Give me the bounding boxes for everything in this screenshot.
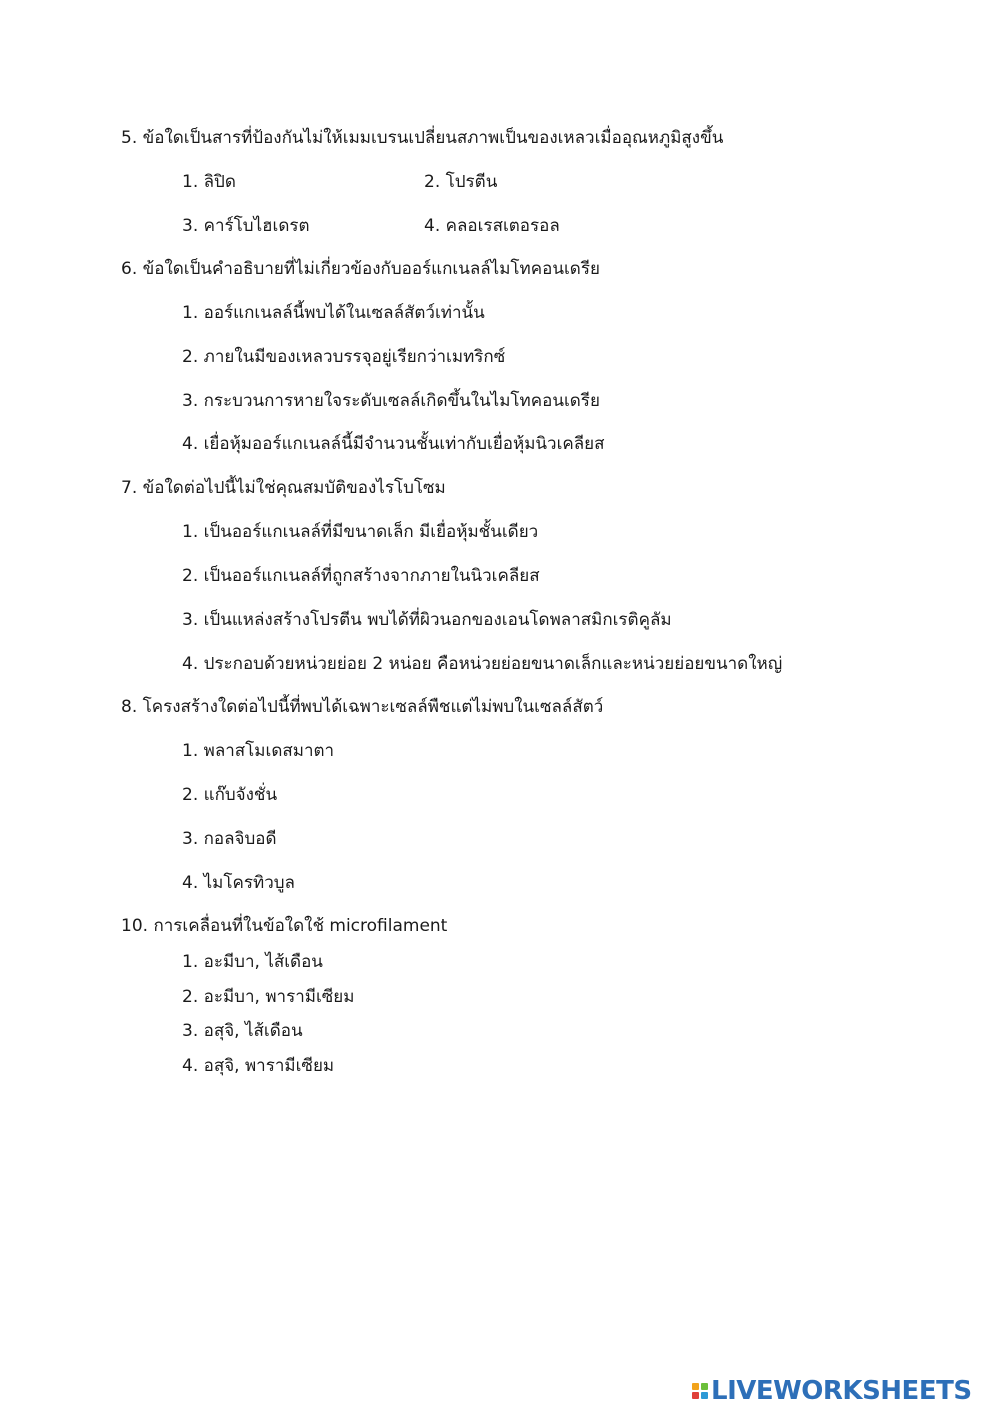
q7-option-3: 3. เป็นแหล่งสร้างโปรตีน พบได้ที่ผิวนอกของเอนโดพลาสมิกเรติคูลัม bbox=[182, 610, 672, 630]
q10-option-3: 3. อสุจิ, ไส้เดือน bbox=[182, 1021, 303, 1041]
q8-option-1: 1. พลาสโมเดสมาตา bbox=[182, 741, 335, 761]
liveworksheets-badge-icon bbox=[692, 1383, 708, 1399]
q8-option-2: 2. แก๊บจังชั่น bbox=[182, 785, 278, 805]
badge-square-1 bbox=[692, 1383, 699, 1390]
liveworksheets-wordmark: LIVEWORKSHEETS bbox=[711, 1376, 972, 1406]
liveworksheets-logo bbox=[692, 1376, 972, 1406]
q6-option-2: 2. ภายในมีของเหลวบรรจุอยู่เรียกว่าเมทริกซ์ bbox=[182, 347, 506, 367]
q5-option-3: 3. คาร์โบไฮเดรต bbox=[182, 216, 310, 236]
q10-option-4: 4. อสุจิ, พารามีเซียม bbox=[182, 1056, 335, 1076]
badge-square-3 bbox=[692, 1392, 699, 1399]
q5-option-2: 2. โปรตีน bbox=[424, 172, 498, 192]
question-8: 8. โครงสร้างใดต่อไปนี้ที่พบได้เฉพาะเซลล์พืชแต่ไม่พบในเซลล์สัตว์ bbox=[121, 697, 604, 717]
question-7: 7. ข้อใดต่อไปนี้ไม่ใช่คุณสมบัติของไรโบโซม bbox=[121, 478, 446, 498]
question-6: 6. ข้อใดเป็นคำอธิบายที่ไม่เกี่ยวข้องกับออร์แกเนลล์ไมโทคอนเดรีย bbox=[121, 259, 600, 279]
q8-option-4: 4. ไมโครทิวบูล bbox=[182, 873, 295, 893]
q5-option-1: 1. ลิปิด bbox=[182, 172, 236, 192]
q7-option-2: 2. เป็นออร์แกเนลล์ที่ถูกสร้างจากภายในนิวเคลียส bbox=[182, 566, 540, 586]
q7-option-4: 4. ประกอบด้วยหน่วยย่อย 2 หน่อย คือหน่วยย่อยขนาดเล็กและหน่วยย่อยขนาดใหญ่ bbox=[182, 654, 783, 674]
question-5: 5. ข้อใดเป็นสารที่ป้องกันไม่ให้เมมเบรนเปลี่ยนสภาพเป็นของเหลวเมื่ออุณหภูมิสูงขึ้น bbox=[121, 128, 724, 148]
q5-option-4: 4. คลอเรสเตอรอล bbox=[424, 216, 560, 236]
q7-option-1: 1. เป็นออร์แกเนลล์ที่มีขนาดเล็ก มีเยื่อหุ้มชั้นเดียว bbox=[182, 522, 539, 542]
question-10: 10. การเคลื่อนที่ในข้อใดใช้ microfilament bbox=[121, 916, 448, 936]
q6-option-3: 3. กระบวนการหายใจระดับเซลล์เกิดขึ้นในไมโทคอนเดรีย bbox=[182, 391, 600, 411]
q6-option-4: 4. เยื่อหุ้มออร์แกเนลล์นี้มีจำนวนชั้นเท่ากับเยื่อหุ้มนิวเคลียส bbox=[182, 434, 605, 454]
q8-option-3: 3. กอลจิบอดี bbox=[182, 829, 277, 849]
q6-option-1: 1. ออร์แกเนลล์นี้พบได้ในเซลล์สัตว์เท่านั้น bbox=[182, 303, 485, 323]
q10-option-1: 1. อะมีบา, ไส้เดือน bbox=[182, 952, 323, 972]
badge-square-2 bbox=[701, 1383, 708, 1390]
badge-square-4 bbox=[701, 1392, 708, 1399]
q10-option-2: 2. อะมีบา, พารามีเซียม bbox=[182, 987, 355, 1007]
